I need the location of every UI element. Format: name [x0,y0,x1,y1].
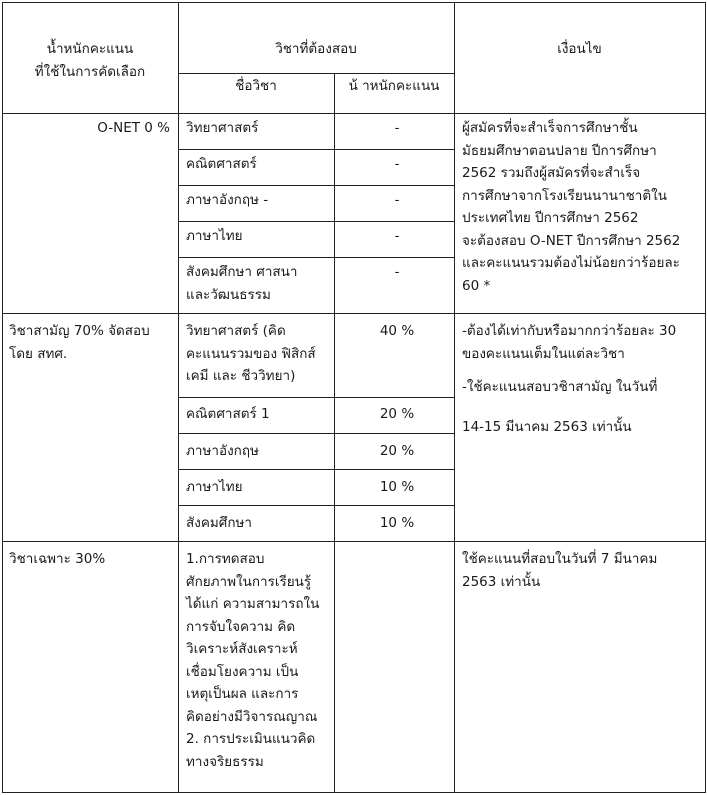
condition-text: 14-15 มีนาคม 2563 เท่านั้น [462,419,632,435]
subject-name: ภาษาไทย [186,228,243,244]
row-line [178,257,454,258]
subject-name: ภาษาอังกฤษ [186,443,259,459]
subject-name: 1.การทดสอบ ศักยภาพในการเรียนรู้ ได้แก่ ความสามารถใน การจับใจความ คิด วิเคราะห์สังเคราะห์ เชื่อมโยงความ เป็น เหตุเป็นผล และการ คิดอย่างมีวิจารณญาณ 2. การประเมินแนวคิด ทางจริยธรรม [186,551,320,770]
row-line [178,433,454,434]
table-border-top [2,2,705,3]
header-subject-name: ชื่อวิชา [235,78,277,94]
subject-weight: - [394,264,400,280]
subject-name: ภาษาอังกฤษ - [186,192,269,208]
subject-weight: 40 % [379,323,415,339]
subject-name: วิทยาศาสตร์ (คิด คะแนนรวมของ ฟิสิกส์ เคมี และ ชีววิทยา) [186,323,316,384]
section-weight: วิชาเฉพาะ 30% [9,551,106,567]
header-subject-weight: น้ าหนักคะแนน [348,78,440,94]
subject-name: คณิตศาสตร์ [186,156,257,172]
subject-name: วิทยาศาสตร์ [186,120,259,136]
header-subdivider [178,73,454,74]
subject-weight: 20 % [379,406,415,422]
table-border-bottom [2,792,705,793]
table-border-right [705,2,706,793]
header-bottom-line [2,113,705,114]
row-line [178,397,454,398]
subject-weight: 20 % [379,443,415,459]
header-subjects-group: วิชาที่ต้องสอบ [275,41,357,57]
header-weight-cell: น้ำหนักคะแนน ที่ใช้ในการคัดเลือก [34,41,146,80]
subject-weight: - [394,192,400,208]
subject-name: คณิตศาสตร์ 1 [186,406,270,422]
section-line [2,313,705,314]
row-line [178,221,454,222]
row-line [178,185,454,186]
subject-weight: 10 % [379,515,415,531]
subject-name: สังคมศึกษา ศาสนา และวัฒนธรรม [186,264,298,303]
row-line [178,505,454,506]
condition-text: ใช้คะแนนที่สอบในวันที่ 7 มีนาคม 2563 เท่านั้น [462,551,658,590]
condition-text: -ต้องได้เท่ากับหรือมากกว่าร้อยละ 30 ของคะแนนเต็มในแต่ละวิชา [462,323,677,362]
condition-text: -ใช้คะแนนสอบวชิาสามัญ ในวันที่ [462,379,658,395]
subject-weight: - [394,228,400,244]
subject-name: ภาษาไทย [186,479,243,495]
subject-weight: - [394,120,400,136]
subject-name: สังคมศึกษา [186,515,252,531]
subject-weight: - [394,156,400,172]
row-line [178,469,454,470]
section-weight: วิชาสามัญ 70% จัดสอบ โดย สทศ. [9,323,150,362]
condition-text: ผู้สมัครที่จะสำเร็จการศึกษาชั้น มัธยมศึกษาตอนปลาย ปีการศึกษา 2562 รวมถึงผู้สมัครที่จะสำเร็จ การศึกษาจากโรงเรียนนานาชาติใน ประเทศไทย ปีการศึกษา 2562 จะต้องสอบ O-NET ปีการศึกษา 2562 และคะแนนรวมต้องไม่น้อยกว่าร้อยละ 60 * [462,120,681,294]
section-weight: O-NET 0 % [97,120,170,136]
subject-weight: 10 % [379,479,415,495]
row-line [178,149,454,150]
section-line [2,541,705,542]
header-condition: เงื่อนไข [557,41,602,57]
column-line [178,2,179,793]
